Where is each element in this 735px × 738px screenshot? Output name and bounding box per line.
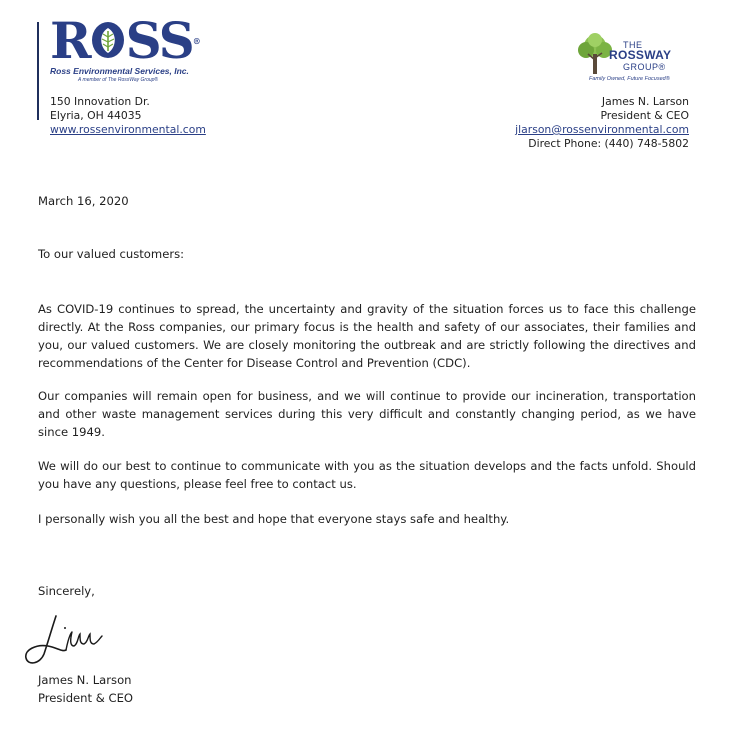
rossway-tagline: Family Owned, Future Focused®	[589, 76, 670, 82]
ross-logo: R SS®	[50, 11, 199, 70]
rossway-group-logo	[575, 32, 695, 88]
leaf-icon	[90, 20, 126, 60]
paragraph-3: We will do our best to continue to communicate with you as the situation develops and the facts unfold. Should you have any questions, please feel free to contact us.	[38, 459, 696, 491]
closing: Sincerely,	[38, 584, 95, 598]
contact-phone: Direct Phone: (440) 748-5802	[528, 137, 689, 150]
company-name: Ross Environmental Services, Inc.	[50, 66, 189, 76]
member-line: A member of The RossWay Group®	[78, 77, 159, 83]
letter-date: March 16, 2020	[38, 194, 129, 208]
address-street: 150 Innovation Dr.	[50, 95, 150, 108]
signer-title: President & CEO	[38, 691, 134, 705]
paragraph-4: I personally wish you all the best and hope that everyone stays safe and healthy.	[38, 512, 510, 526]
website-link[interactable]: www.rossenvironmental.com	[50, 123, 206, 136]
sender-contact	[515, 95, 689, 151]
signer-name: James N. Larson	[38, 673, 132, 687]
paragraph-1: As COVID-19 continues to spread, the uncertainty and gravity of the situation forces us to face this challenge directly. At the Ross companies, our primary focus is the health and safety of our associates, their families and you, our valued customers. We are closely monitoring the outbreak and are strictly following the directives and recommendations of the Center for Disease Control and Prevention (CDC).	[38, 302, 696, 370]
rossway-the: THE	[623, 40, 643, 50]
company-address	[50, 95, 206, 137]
tree-icon	[577, 32, 613, 78]
signature-image	[18, 610, 110, 670]
paragraph-2: Our companies will remain open for business, and we will continue to provide our incineration, transportation and other waste management services during this very difficult and constantly changing period, as we have since 1949.	[38, 389, 696, 439]
salutation: To our valued customers:	[38, 247, 185, 261]
rossway-group: GROUP®	[623, 62, 666, 72]
address-city: Elyria, OH 44035	[50, 109, 142, 122]
contact-title: President & CEO	[600, 109, 689, 122]
rossway-name: ROSSWAY	[609, 48, 672, 62]
letterhead-rule	[37, 22, 39, 120]
contact-name: James N. Larson	[601, 95, 689, 108]
email-link[interactable]: jlarson@rossenvironmental.com	[515, 123, 689, 136]
